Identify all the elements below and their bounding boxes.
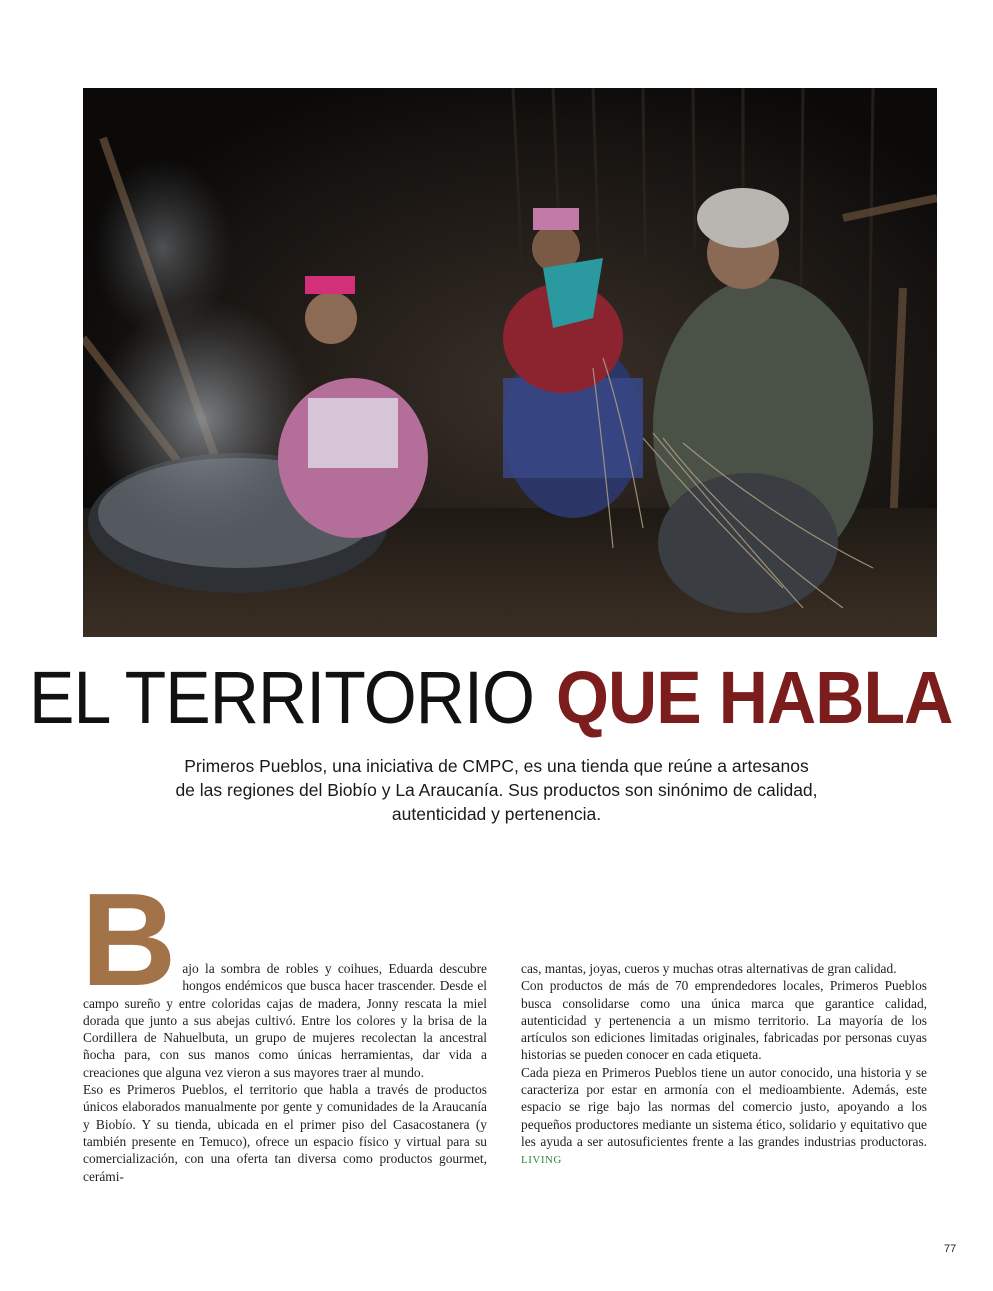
- drop-cap: B: [81, 866, 177, 1013]
- paragraph: Eso es Primeros Pueblos, el territorio que habla a través de productos únicos elaborados manualmente por gente y comunidades de la Araucanía y Biobío. Y su tienda, ubicada en el primer piso del Casacostanera (y también presente en Temuco), ofrece un espacio físico y virtual para su comercialización, con una oferta tan diversa como productos gourmet, cerámi-: [83, 1082, 487, 1184]
- end-mark: LIVING: [521, 1154, 562, 1167]
- paragraph-text: ajo la sombra de robles y coihues, Eduarda descubre hongos endémicos que busca hacer trascender. Desde el campo sureño y entre coloridas cajas de madera, Jonny rescata la miel dorada que junto a sus abejas cultivó. Entre los colores y la brisa de la Cordillera de Nahuelbuta, un grupo de mujeres recolectan la ancestral ñocha para, con sus manos como únicas herramientas, dar vida a creaciones que alguna vez vieron a sus mayores traer al mundo.: [83, 961, 487, 1080]
- article-subtitle: [140, 754, 853, 826]
- paragraph-text: Cada pieza en Primeros Pueblos tiene un autor conocido, una historia y se caracteriza por estar en armonía con el medioambiente. Además, este espacio se rige bajo las normas del comercio justo, apoyando a los pequeños productores mediante un sistema ético, solidario y equitativo que les ayuda a ser autosuficientes frente a las grandes industrias productoras.: [521, 1064, 927, 1149]
- title-part-bold: QUE HABLA: [555, 656, 952, 739]
- title-part-light: EL TERRITORIO: [28, 656, 534, 739]
- paragraph: [521, 1064, 927, 1170]
- subtitle-line: de las regiones del Biobío y La Araucanía. Sus productos son sinónimo de calidad,: [175, 780, 818, 800]
- subtitle-line: Primeros Pueblos, una iniciativa de CMPC, es una tienda que reúne a artesanos: [184, 756, 809, 776]
- article-column-right: [521, 960, 927, 1170]
- article-title: [0, 648, 993, 748]
- article-column-left: [81, 866, 487, 1185]
- artisans-weaving-photo: [83, 88, 937, 637]
- page-number: 77: [944, 1243, 957, 1255]
- subtitle-line: autenticidad y pertenencia.: [391, 804, 602, 824]
- paragraph: [81, 866, 487, 1081]
- paragraph: cas, mantas, joyas, cueros y muchas otras alternativas de gran calidad.: [521, 961, 897, 976]
- paragraph: Con productos de más de 70 emprendedores locales, Primeros Pueblos busca consolidarse como una única marca que garantice calidad, autenticidad y pertenencia a un mismo territorio. La mayoría de los artículos son ediciones limitadas originales, fabricadas por personas cuyas historias se pueden conocer en cada etiqueta.: [521, 978, 927, 1063]
